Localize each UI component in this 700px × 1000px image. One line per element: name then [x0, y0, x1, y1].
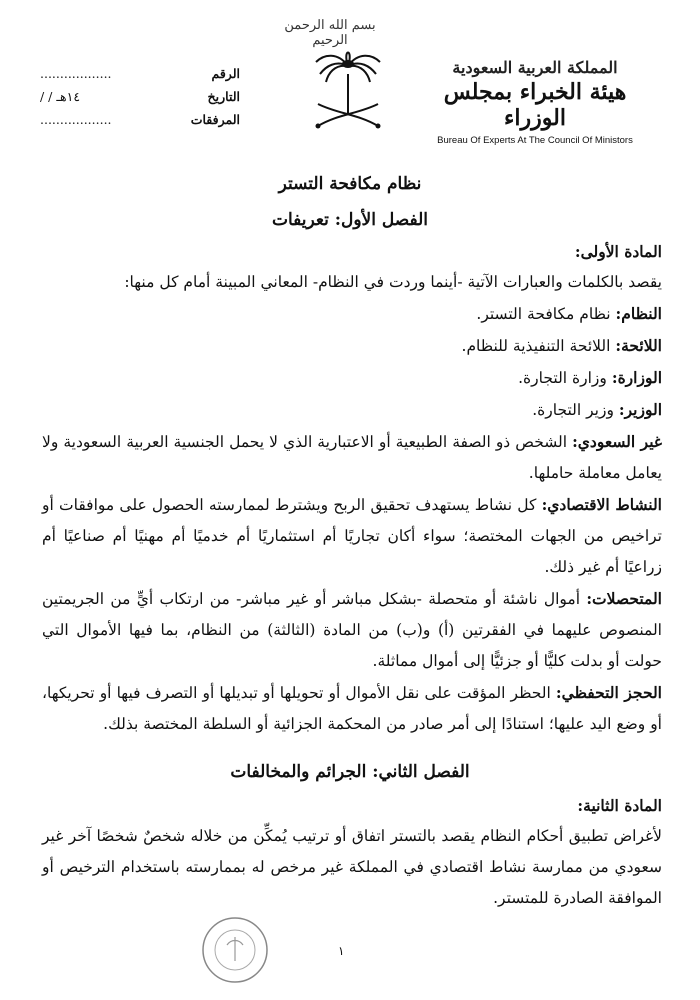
- attachments-label: المرفقات: [190, 112, 240, 127]
- saudi-emblem-icon: [308, 44, 388, 136]
- chapter2-title: الفصل الثاني: الجرائم والمخالفات: [230, 762, 470, 782]
- date-label: التاريخ: [207, 89, 240, 104]
- definition-item: [42, 362, 662, 394]
- definition-term: الحجز التحفظي:: [555, 683, 662, 702]
- definition-text: الشخص ذو الصفة الطبيعية أو الاعتبارية الذي لا يحمل الجنسية العربية السعودية ولا يعامل معاملة حاملها.: [42, 433, 662, 482]
- number-label: الرقم: [211, 66, 240, 81]
- page-number: ١: [338, 944, 345, 958]
- organization-header: [410, 58, 660, 146]
- definition-item: [42, 298, 662, 330]
- article2-text: لأغراض تطبيق أحكام النظام يقصد بالتستر اتفاق أو ترتيب يُمكِّن من خلاله شخصٌ شخصًا آخر غير سعودي من ممارسة نشاط اقتصادي في المملكة غير مرخص له بممارسته باستخدام الترخيص أو الموافقة الصادرة للمتستر.: [42, 827, 662, 907]
- definition-term: النظام:: [615, 304, 662, 323]
- definition-term: الوزارة:: [611, 368, 662, 387]
- definition-text: كل نشاط يستهدف تحقيق الربح ويشترط لممارسته الحصول على موافقات أو تراخيص من الجهات المختصة؛ سواء أكان تجاريًا أم استثماريًا أم خدميًا أم مهنيًا أم صناعيًا أم زراعيًا أم غير ذلك.: [42, 496, 662, 576]
- chapter1-body: [42, 236, 662, 740]
- org-country: المملكة العربية السعودية: [452, 58, 618, 77]
- definition-term: النشاط الاقتصادي:: [541, 495, 662, 514]
- article2-title: المادة الثانية:: [577, 796, 662, 815]
- number-value: ..................: [40, 66, 112, 81]
- reference-block: [40, 62, 240, 131]
- chapter2-body: [42, 790, 662, 914]
- definition-item: [42, 426, 662, 489]
- definition-text: اللائحة التنفيذية للنظام.: [461, 337, 616, 355]
- definition-text: نظام مكافحة التستر.: [476, 305, 616, 323]
- definition-text: الحظر المؤقت على نقل الأموال أو تحويلها أو تبديلها أو التصرف فيها أو تحريكها، أو وضع اليد عليها؛ استنادًا إلى أمر صادر من المحكمة الجزائية أو السلطة المختصة بذلك.: [42, 684, 662, 733]
- definition-item: [42, 583, 662, 677]
- article1-intro: يقصد بالكلمات والعبارات الآتية -أينما وردت في النظام- المعاني المبينة أمام كل منها:: [124, 273, 662, 291]
- definition-item: [42, 330, 662, 362]
- date-value: / / ١٤هـ: [40, 89, 81, 104]
- document-title: نظام مكافحة التستر: [278, 174, 422, 194]
- official-seal-icon: [200, 915, 270, 985]
- definition-term: غير السعودي:: [572, 432, 662, 451]
- definition-item: [42, 677, 662, 740]
- definitions-list: [42, 298, 662, 740]
- definition-term: اللائحة:: [615, 336, 662, 355]
- definition-term: المتحصلات:: [586, 589, 662, 608]
- org-name: هيئة الخبراء بمجلس الوزراء: [443, 79, 627, 131]
- article1-title: المادة الأولى:: [574, 242, 662, 261]
- definition-text: أموال ناشئة أو متحصلة -بشكل مباشر أو غير مباشر- من ارتكاب أيٍّ من الجريمتين المنصوص عليهما في الفقرتين (أ) و(ب) من المادة (الثالثة) من النظام، بما فيها الأموال التي حولت أو بدلت كليًّا أو جزئيًّا إلى أموال مماثلة.: [42, 590, 662, 670]
- basmala: بسم الله الرحمن الرحيم: [284, 18, 376, 48]
- chapter1-title: الفصل الأول: تعريفات: [271, 210, 429, 230]
- org-english: Bureau Of Experts At The Council Of Ministors: [437, 135, 633, 146]
- definition-item: [42, 489, 662, 583]
- definition-item: [42, 394, 662, 426]
- definition-term: الوزير:: [618, 400, 662, 419]
- definition-text: وزارة التجارة.: [518, 369, 612, 387]
- attachments-value: ..................: [40, 112, 112, 127]
- definition-text: وزير التجارة.: [532, 401, 619, 419]
